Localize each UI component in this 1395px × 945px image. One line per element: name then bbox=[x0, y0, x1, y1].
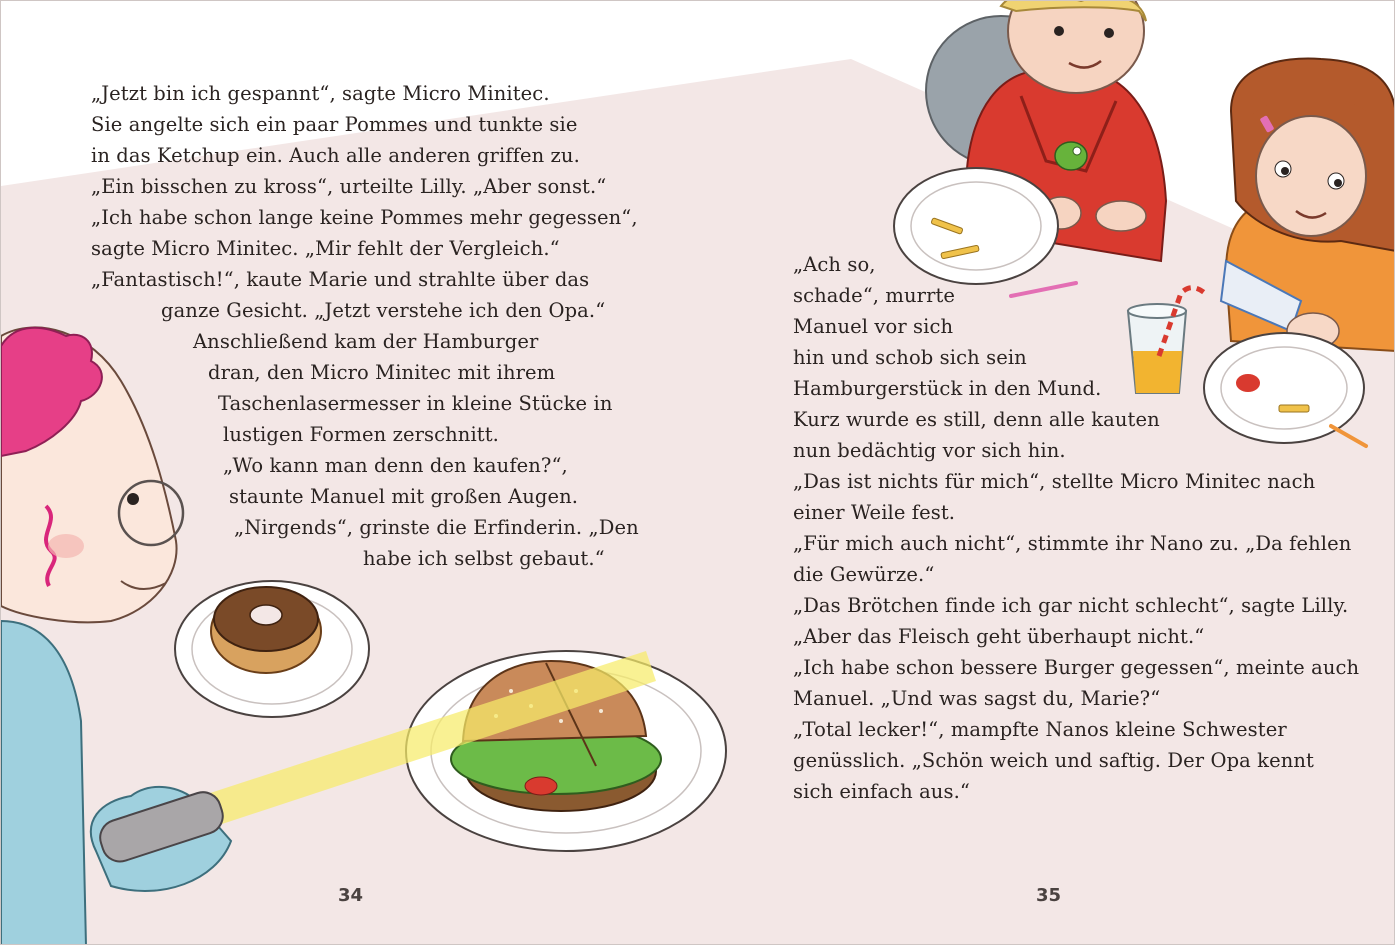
text-line: lustigen Formen zerschnitt. bbox=[223, 423, 499, 446]
text-line: „Aber das Fleisch geht überhaupt nicht.“ bbox=[793, 625, 1205, 648]
text-line: „Das Brötchen finde ich gar nicht schlecht“, sagte Lilly. bbox=[793, 594, 1349, 617]
text-line: „Ein bisschen zu kross“, urteilte Lilly. „Aber sonst.“ bbox=[91, 175, 607, 198]
text-line: habe ich selbst gebaut.“ bbox=[363, 547, 605, 570]
text-line: einer Weile fest. bbox=[793, 501, 956, 524]
text-line: Anschließend kam der Hamburger bbox=[193, 330, 539, 353]
text-line: „Ich habe schon lange keine Pommes mehr gegessen“, bbox=[91, 206, 638, 229]
text-line: Manuel. „Und was sagst du, Marie?“ bbox=[793, 687, 1161, 710]
text-line: ganze Gesicht. „Jetzt verstehe ich den Opa.“ bbox=[161, 299, 606, 322]
text-line: die Gewürze.“ bbox=[793, 563, 935, 586]
plate-donut bbox=[175, 581, 369, 717]
page-number-left: 34 bbox=[338, 885, 364, 906]
text-line: nun bedächtig vor sich hin. bbox=[793, 439, 1066, 462]
text-line: „Ach so, bbox=[793, 253, 876, 276]
text-line: dran, den Micro Minitec mit ihrem bbox=[208, 361, 556, 384]
text-line: „Fantastisch!“, kaute Marie und strahlte über das bbox=[91, 268, 590, 291]
text-line: „Für mich auch nicht“, stimmte ihr Nano zu. „Da fehlen bbox=[793, 532, 1352, 555]
text-line: Kurz wurde es still, denn alle kauten bbox=[793, 408, 1160, 431]
text-line: Manuel vor sich bbox=[793, 315, 954, 338]
plate-fries bbox=[894, 168, 1058, 284]
text-line: „Nirgends“, grinste die Erfinderin. „Den bbox=[234, 516, 639, 539]
text-line: in das Ketchup ein. Auch alle anderen griffen zu. bbox=[91, 144, 580, 167]
text-line: „Jetzt bin ich gespannt“, sagte Micro Minitec. bbox=[91, 82, 550, 105]
text-line: Taschenlasermesser in kleine Stücke in bbox=[218, 392, 613, 415]
text-line: „Das ist nichts für mich“, stellte Micro Minitec nach bbox=[793, 470, 1316, 493]
text-line: Hamburgerstück in den Mund. bbox=[793, 377, 1102, 400]
text-line: genüsslich. „Schön weich und saftig. Der Opa kennt bbox=[793, 749, 1314, 772]
text-line: schade“, murrte bbox=[793, 284, 956, 307]
text-line: sagte Micro Minitec. „Mir fehlt der Vergleich.“ bbox=[91, 237, 560, 260]
page-number-right: 35 bbox=[1036, 885, 1062, 906]
text-line: „Ich habe schon bessere Burger gegessen“, meinte auch bbox=[793, 656, 1360, 679]
text-line: „Total lecker!“, mampfte Nanos kleine Schwester bbox=[793, 718, 1287, 741]
text-line: staunte Manuel mit großen Augen. bbox=[229, 485, 579, 508]
text-line: Sie angelte sich ein paar Pommes und tunkte sie bbox=[91, 113, 578, 136]
girl-figure bbox=[1221, 59, 1395, 351]
text-line: hin und schob sich sein bbox=[793, 346, 1027, 369]
text-line: sich einfach aus.“ bbox=[793, 780, 970, 803]
text-line: „Wo kann man denn den kaufen?“, bbox=[223, 454, 568, 477]
